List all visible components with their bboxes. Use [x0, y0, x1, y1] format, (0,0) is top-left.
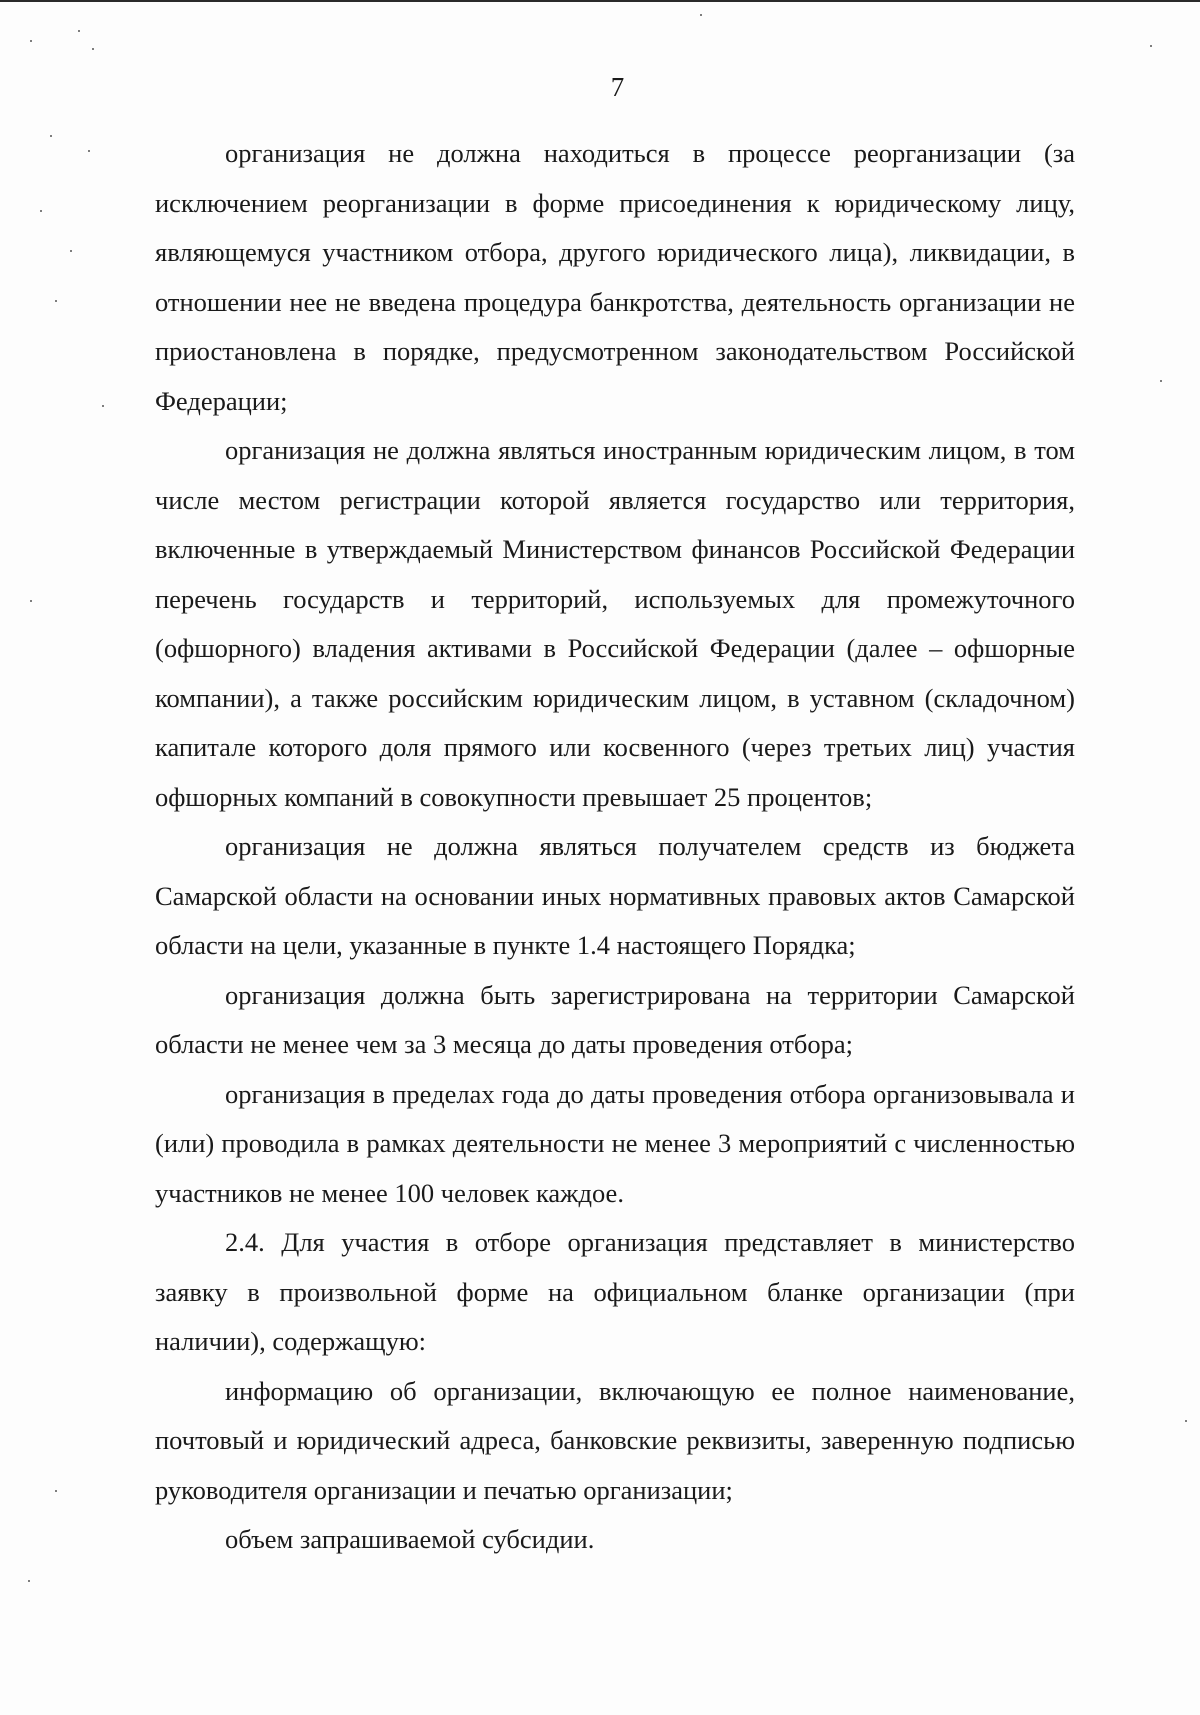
paragraph-registration: организация должна быть зарегистрирована на территории Самарской области не менее чем за 3 месяца до даты проведения отбора;: [155, 979, 1075, 1059]
paragraph-reorganization: организация не должна находиться в процессе реорганизации (за исключением реорганизации в форме присоединения к юридическому лицу, являющемуся участником отбора, другого юридического лица), ликвидации, в отношении нее не введена процедура банкротства, деятельность организации не приостановлена в порядке, предусмотренном законодательством Российской Федерации;: [155, 138, 1075, 416]
document-body: [155, 129, 1075, 1565]
paragraph-foreign-entity: организация не должна являться иностранным юридическим лицом, в том числе местом регистрации которой является государство или территория, включенные в утверждаемый Министерством финансов Российской Федерации перечень государств и территорий, используемых для промежуточного (офшорного) владения активами в Российской Федерации (далее – офшорные компании), а также российским юридическим лицом, в уставном (складочном) капитале которого доля прямого или косвенного (через третьих лиц) участия офшорных компаний в совокупности превышает 25 процентов;: [155, 435, 1075, 812]
paragraph-events: организация в пределах года до даты проведения отбора организовывала и (или) проводила в рамках деятельности не менее 3 мероприятий с численностью участников не менее 100 человек каждое.: [155, 1078, 1075, 1208]
page-number: 7: [610, 72, 625, 102]
scan-top-edge: [0, 0, 1200, 2]
paragraph-subsidy-volume: объем запрашиваемой субсидии.: [225, 1524, 595, 1554]
paragraph-application-2-4: 2.4. Для участия в отборе организация представляет в министерство заявку в произвольной форме на официальном бланке организации (при наличии), содержащую:: [155, 1227, 1075, 1356]
paragraph-organization-info: информацию об организации, включающую ее полное наименование, почтовый и юридический адреса, банковские реквизиты, заверенную подписью руководителя организации и печатью организации;: [155, 1375, 1075, 1505]
paragraph-budget-funds: организация не должна являться получателем средств из бюджета Самарской области на основании иных нормативных правовых актов Самарской области на цели, указанные в пункте 1.4 настоящего Порядка;: [155, 831, 1075, 960]
